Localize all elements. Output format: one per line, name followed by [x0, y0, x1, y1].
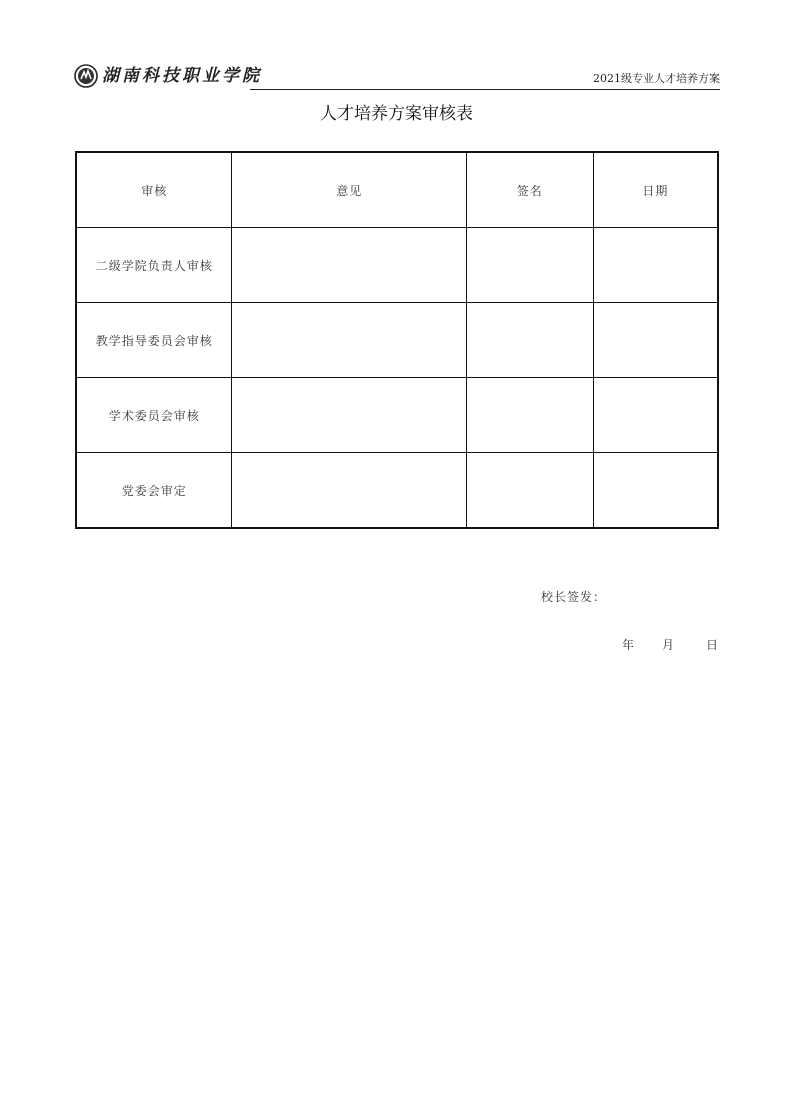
date-cell[interactable] [593, 303, 718, 378]
row-label: 二级学院负责人审核 [76, 228, 232, 303]
signature-cell[interactable] [466, 378, 593, 453]
date-cell[interactable] [593, 228, 718, 303]
signature-cell[interactable] [466, 453, 593, 529]
document-label: 2021级专业人才培养方案 [593, 72, 720, 85]
table-row [76, 453, 718, 529]
table-row [76, 378, 718, 453]
date-month-label: 月 [662, 638, 675, 652]
column-header-review: 审核 [76, 152, 232, 228]
date-year-label: 年 [622, 638, 635, 652]
school-name: 湖南科技职业学院 [102, 66, 262, 86]
principal-sign-label: 校长签发： [541, 590, 607, 604]
table-row [76, 228, 718, 303]
row-label: 学术委员会审核 [76, 378, 232, 453]
school-seal-icon [74, 64, 98, 88]
review-table [75, 151, 719, 529]
signature-cell[interactable] [466, 228, 593, 303]
column-header-opinion: 意见 [232, 152, 466, 228]
opinion-cell[interactable] [232, 303, 466, 378]
row-label: 党委会审定 [76, 453, 232, 529]
column-header-date: 日期 [593, 152, 718, 228]
signature-cell[interactable] [466, 303, 593, 378]
page-title: 人才培养方案审核表 [320, 104, 473, 124]
opinion-cell[interactable] [232, 228, 466, 303]
table-header-row [76, 152, 718, 228]
table-row [76, 303, 718, 378]
date-cell[interactable] [593, 378, 718, 453]
page-header [74, 62, 720, 90]
row-label: 教学指导委员会审核 [76, 303, 232, 378]
date-cell[interactable] [593, 453, 718, 529]
header-divider [250, 89, 720, 90]
date-day-label: 日 [706, 638, 719, 652]
opinion-cell[interactable] [232, 378, 466, 453]
column-header-signature: 签名 [466, 152, 593, 228]
opinion-cell[interactable] [232, 453, 466, 529]
